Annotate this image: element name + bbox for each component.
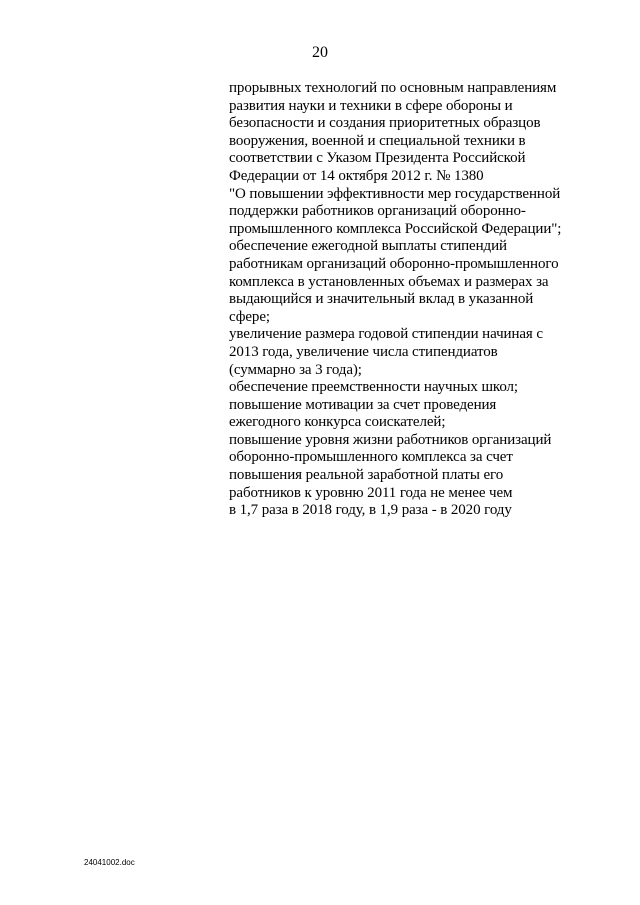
text-line: оборонно-промышленного комплекса за счет — [229, 449, 513, 466]
text-line: безопасности и создания приоритетных образцов — [229, 115, 541, 132]
text-line: (суммарно за 3 года); — [229, 361, 362, 378]
text-line: обеспечение ежегодной выплаты стипендий — [229, 238, 507, 255]
text-line: прорывных технологий по основным направлениям — [229, 80, 557, 96]
text-line: промышленного комплекса Российской Федерации"; — [229, 220, 562, 237]
text-line: повышения реальной заработной платы его — [229, 467, 504, 484]
text-line: поддержки работников организаций оборонно- — [229, 203, 526, 220]
text-line: увеличение размера годовой стипендии начиная с — [229, 326, 543, 343]
text-line: Федерации от 14 октября 2012 г. № 1380 — [229, 167, 484, 184]
text-line: выдающийся и значительный вклад в указанной — [229, 291, 534, 308]
text-line: в 1,7 раза в 2018 году, в 1,9 раза - в 2020 году — [229, 502, 512, 519]
text-line: работников к уровню 2011 года не менее чем — [229, 484, 513, 501]
page-number: 20 — [312, 44, 328, 61]
text-line: работникам организаций оборонно-промышленного — [229, 255, 559, 272]
text-line: повышение уровня жизни работников организаций — [229, 431, 552, 448]
text-line: развития науки и техники в сфере обороны и — [229, 97, 513, 114]
text-line: обеспечение преемственности научных школ; — [229, 379, 518, 396]
text-line: "О повышении эффективности мер государственной — [229, 185, 561, 202]
text-line: повышение мотивации за счет проведения — [229, 396, 497, 413]
text-line: сфере; — [229, 308, 270, 325]
text-line: комплекса в установленных объемах и размерах за — [229, 273, 549, 290]
body-text — [229, 80, 599, 520]
text-line: вооружения, военной и специальной техники в — [229, 132, 526, 149]
text-line: ежегодного конкурса соискателей; — [229, 414, 446, 431]
text-line: 2013 года, увеличение числа стипендиатов — [229, 343, 498, 360]
document-code: 24041002.doc — [84, 858, 135, 867]
text-line: соответствии с Указом Президента Российской — [229, 150, 526, 167]
